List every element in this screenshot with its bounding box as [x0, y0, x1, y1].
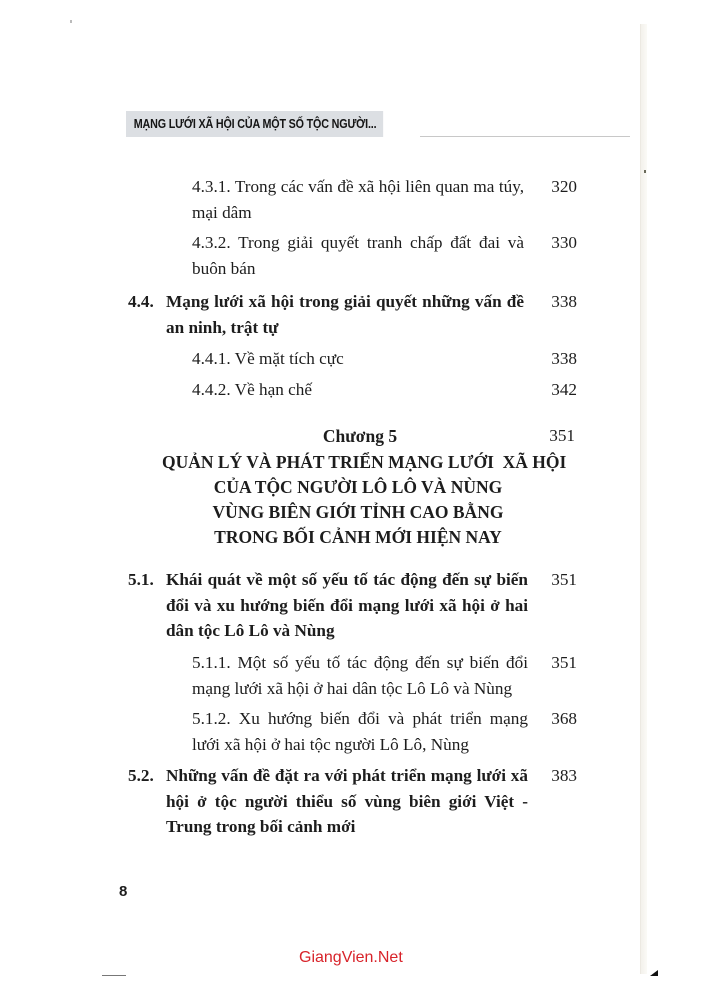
toc-entry-number: 5.2.: [128, 766, 154, 785]
chapter-title-line: VÙNG BIÊN GIỚI TỈNH CAO BẰNG: [212, 502, 504, 522]
toc-entry-text: 4.3.1. Trong các vấn đề xã hội liên quan ma túy, mại dâm: [192, 177, 524, 222]
page-number: 8: [119, 883, 128, 900]
toc-entry-page: 351: [551, 570, 577, 589]
toc-entry-number: 4.4.: [128, 292, 154, 311]
toc-entry-page: 368: [551, 709, 577, 728]
toc-entry-text: 4.3.2. Trong giải quyết tranh chấp đất đai và buôn bán: [192, 233, 524, 278]
toc-entry-page: 320: [551, 177, 577, 196]
toc-entry-page: 338: [551, 349, 577, 368]
chapter-title-line: CỦA TỘC NGƯỜI LÔ LÔ VÀ NÙNG: [213, 477, 503, 497]
page-binding-edge: [640, 24, 647, 974]
toc-entry-page: 338: [551, 292, 577, 311]
toc-entry-text: Mạng lưới xã hội trong giải quyết những vấn đề an ninh, trật tự: [166, 292, 524, 337]
watermark[interactable]: GiangVien.Net: [299, 949, 403, 966]
toc-entry-page: 342: [551, 380, 577, 399]
scan-speck: [644, 170, 646, 173]
chapter-title-line: TRONG BỐI CẢNH MỚI HIỆN NAY: [214, 527, 502, 547]
header-rule: [420, 136, 630, 137]
corner-mark-icon: [650, 970, 658, 976]
toc-entry-page: 383: [551, 766, 577, 785]
running-header: MẠNG LƯỚI XÃ HỘI CỦA MỘT SỐ TỘC NGƯỜI...: [126, 111, 383, 137]
scan-speck: [70, 20, 72, 23]
scan-artifact: [102, 975, 126, 976]
chapter-label: Chương 5: [322, 426, 398, 446]
chapter-title-line: QUẢN LÝ VÀ PHÁT TRIỂN MẠNG LƯỚI XÃ HỘI: [162, 452, 567, 472]
toc-entry-text: 4.4.1. Về mặt tích cực: [192, 349, 344, 368]
toc-entry-page: 330: [551, 233, 577, 252]
toc-entry-text: 4.4.2. Về hạn chế: [192, 380, 312, 399]
toc-entry-text: Những vấn đề đặt ra với phát triển mạng lưới xã hội ở tộc người thiểu số vùng biên giới Việt - Trung trong bối cảnh mới: [166, 766, 528, 836]
chapter-page: 351: [549, 426, 575, 445]
toc-entry-number: 5.1.: [128, 570, 154, 589]
toc-entry-text: Khái quát về một số yếu tố tác động đến sự biến đổi và xu hướng biến đổi mạng lưới xã hội ở hai dân tộc Lô Lô và Nùng: [166, 570, 528, 640]
toc-entry-text: 5.1.2. Xu hướng biến đổi và phát triển mạng lưới xã hội ở hai tộc người Lô Lô, Nùng: [192, 709, 528, 754]
toc-entry-text: 5.1.1. Một số yếu tố tác động đến sự biến đổi mạng lưới xã hội ở hai dân tộc Lô Lô và Nùng: [192, 653, 528, 698]
toc-entry-page: 351: [551, 653, 577, 672]
chapter-title[interactable]: [162, 450, 567, 550]
